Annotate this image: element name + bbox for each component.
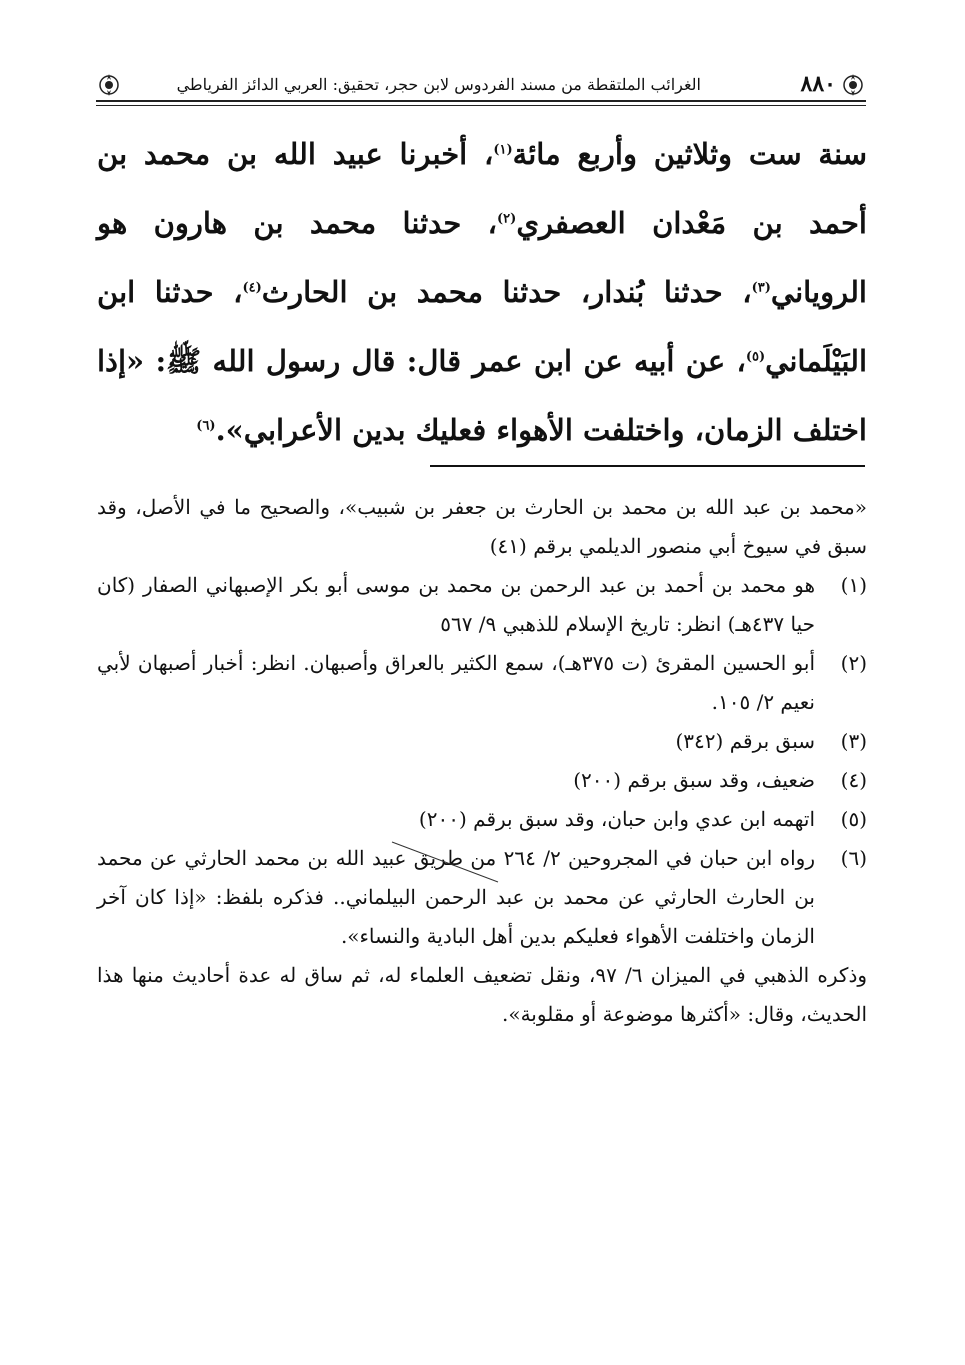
footnote-number: (٣) <box>840 729 867 753</box>
footnote-number: (٤) <box>840 768 867 792</box>
text-segment: ، حدثنا ابن البَيْلَماني <box>97 275 867 378</box>
running-header <box>96 70 866 102</box>
floral-ornament-icon <box>840 72 866 98</box>
footnote-text: اتهمه ابن عدي وابن حبان، وقد سبق برقم (٢٠٠) <box>418 807 815 831</box>
footnote-1 <box>97 566 867 644</box>
footnote-ref: (٦) <box>196 418 216 434</box>
text-segment: ، عن أبيه عن ابن عمر قال: قال رسول الله ﷺ: «إذا اختلف الزمان، واختلفت الأهواء فعليك بدين الأعرابي». <box>97 344 867 447</box>
footnote-4 <box>97 761 867 800</box>
footnote-ref: (٣) <box>751 280 771 296</box>
footnote-number: (١) <box>840 573 867 597</box>
hadith-main-text <box>97 120 867 465</box>
footnote-3 <box>97 722 867 761</box>
hadith-paragraph <box>97 120 867 465</box>
footnote-text: رواه ابن حبان في المجروحين ٢/ ٢٦٤ من طريق عبيد الله بن محمد الحارثي عن محمد بن الحارث الحارثي عن محمد بن عبد الرحمن البيلماني.. فذكره بلفظ: «إذا كان آخر الزمان واختلفت الأهواء فعليكم بدين أهل البادية والنساء». <box>97 846 815 948</box>
footnote-separator <box>430 465 865 467</box>
footnote-text: ضعيف، وقد سبق برقم (٢٠٠) <box>573 768 815 792</box>
footnotes-section <box>97 488 867 1034</box>
text-segment: سنة ست وثلاثين وأربع مائة <box>512 137 867 171</box>
footnote-number: (٦) <box>840 846 867 870</box>
pen-stroke-mark <box>390 840 510 890</box>
footnote-ref: (٥) <box>745 349 766 365</box>
footnote-5 <box>97 800 867 839</box>
footnote-number: (٥) <box>840 807 867 831</box>
floral-ornament-icon <box>96 72 122 98</box>
footnote-closing: وذكره الذهبي في الميزان ٦/ ٩٧، ونقل تضعيف العلماء له، ثم ساق له عدة أحاديث منها هذا الحديث، وقال: «أكثرها موضوعة أو مقلوبة». <box>97 963 868 1026</box>
footnote-ref: (٤) <box>242 280 262 296</box>
footnote-number: (٢) <box>840 651 867 675</box>
footnote-text: هو محمد بن أحمد بن عبد الرحمن بن محمد بن موسى أبو بكر الإصبهاني الصفار (كان حيا ٤٣٧هـ) انظر: تاريخ الإسلام للذهبي ٩/ ٥٦٧ <box>97 573 815 636</box>
text-segment: ، حدثنا محمد بن هارون هو الروياني <box>97 206 867 309</box>
running-title: الغرائب الملتقطة من مسند الفردوس لابن حجر، تحقيق: العربي الدائز الفرياطي <box>176 75 701 94</box>
footnote-ref: (١) <box>493 142 513 158</box>
footnote-ref: (٢) <box>497 211 517 227</box>
footnote-text: أبو الحسين المقرئ (ت ٣٧٥هـ)، سمع الكثير بالعراق وأصبهان. انظر: أخبار أصبهان لأبي نعيم ٢/ ١٠٥. <box>97 651 815 714</box>
footnote-2 <box>97 644 867 722</box>
footnote-carryover: «محمد بن عبد الله بن محمد بن الحارث بن جعفر بن شبيب»، والصحيح ما في الأصل، وقد سبق في سيوخ أبي منصور الديلمي برقم (٤١) <box>97 495 867 558</box>
text-segment: ، أخبرنا عبيد الله بن محمد بن أحمد بن مَعْدان العصفري <box>97 137 867 240</box>
page-number: ٨٨٠ <box>800 71 836 97</box>
text-segment: ، حدثنا بُندار، حدثنا محمد بن الحارث <box>261 275 752 309</box>
footnote-text: سبق برقم (٣٤٢) <box>675 729 815 753</box>
